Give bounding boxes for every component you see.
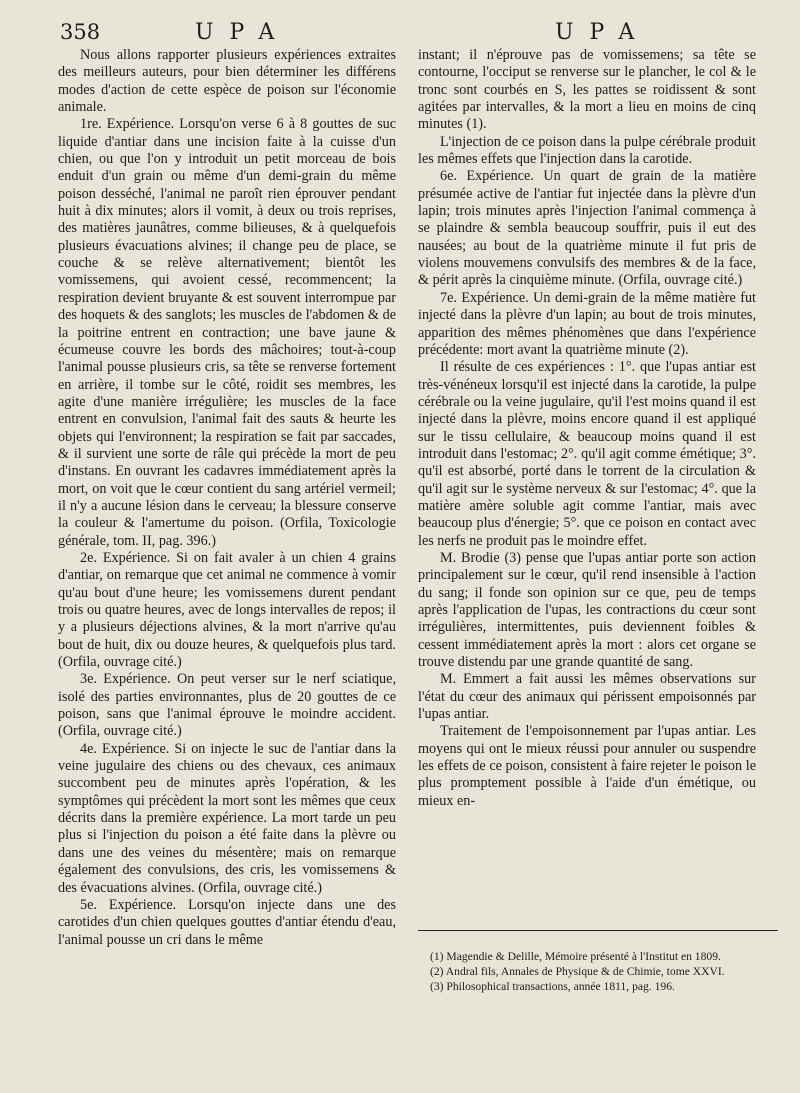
paragraph-brodie: M. Brodie (3) pense que l'upas antiar porte son action principalement sur le cœur, qu'il rend insensible à l'action du sang; il fonde son opinion sur ce que, peu de temps après l'application de l'upas, les contractions du cœur sont irrégulières, intermittentes, puis deviennent foibles & cessent immédiatement après la mort : alors cet organe se trouve distendu par une grande quantité de sang. xyxy=(418,549,756,671)
running-head-right: UPA xyxy=(555,20,651,45)
paragraph-intro: Nous allons rapporter plusieurs expériences extraites des meilleurs auteurs, pour bien déterminer les différens modes d'action de cette espèce de poison sur l'économie animale. xyxy=(58,47,396,116)
paragraph-experience-7: 7e. Expérience. Un demi-grain de la même matière fut injecté dans la plèvre d'un lapin; au bout de trois minutes, apparition des mêmes phénomènes que dans l'expérience précédente: mort avant la quatrième minute (2). xyxy=(418,289,756,358)
paragraph-experience-5-continued: instant; il n'éprouve pas de vomissemens; sa tête se contourne, l'occiput se renverse sur le plancher, le col & le tronc sont courbés en S, les pattes se roidissent & sont agitées par intervalles, & la mort a lieu en moins de cinq minutes (1). xyxy=(418,47,756,133)
running-head-left: UPA xyxy=(195,20,291,45)
paragraph-treatment: Traitement de l'empoisonnement par l'upas antiar. Les moyens qui ont le mieux réussi pour annuler ou suspendre les effets de ce poison, consistent à faire rejeter le poison le plus promptement possible à l'aide d'un émétique, ou mieux en- xyxy=(418,723,756,809)
paragraph-emmert: M. Emmert a fait aussi les mêmes observations sur l'état du cœur des animaux qui périssent empoisonnés par l'upas antiar. xyxy=(418,671,756,723)
footnote-1: (1) Magendie & Delille, Mémoire présenté à l'Institut en 1809. xyxy=(430,950,721,963)
paragraph-experience-1: 1re. Expérience. Lorsqu'on verse 6 à 8 gouttes de suc liquide d'antiar dans une incision faite à la cuisse d'un chien, ou que l'on y introduit un petit morceau de bois enduit d'un grain ou même d'un demi-grain du même poison desséché, l'animal ne paroît rien éprouver pendant huit à dix minutes; alors il vomit, à deux ou trois reprises, des matières jaunâtres, comme bilieuses, & à quelquefois plusieurs évacuations alvines; il change peu de place, se couche & se relève alternativement; bientôt les vomissemens, qui avoient cessé, recommencent; la respiration devient bruyante & est souvent interrompue par des hoquets & des sanglots; les muscles de l'abdomen & de la poitrine entrent en contraction; une bave jaune & écumeuse couvre les bords des mâchoires; tout-à-coup l'animal pousse plusieurs cris, sa tête se renverse fortement en arrière, il tombe sur le côté, roidit ses membres, les agite d'une manière irrégulière; les muscles de la face entrent en convulsion, l'animal fait des sauts & heurte les objets qui l'environnent; la respiration se fait par saccades, & il survient une sorte de râle qui précède la mort de peu d'instans. En ouvrant les cadavres immédiatement après la mort, on voit que le cœur contient du sang artériel vermeil; il n'y a aucune lésion dans le cerveau; la blessure conserve la couleur & l'amertume du poison. (Orfila, Toxicologie générale, tom. II, pag. 396.) xyxy=(58,116,396,549)
footnote-2: (2) Andral fils, Annales de Physique & de Chimie, tome XXVI. xyxy=(430,965,725,979)
paragraph-cerebral-injection: L'injection de ce poison dans la pulpe cérébrale produit les mêmes effets que l'injection dans la carotide. xyxy=(418,133,756,168)
paragraph-experience-2: 2e. Expérience. Si on fait avaler à un chien 4 grains d'antiar, on remarque que cet animal ne commence à vomir qu'au bout d'une heure; les vomissemens durent pendant trois ou quatre heures, avec de longs intervalles de repos; il y a plusieurs déjections alvines, & la mort n'arrive qu'au bout de huit, dix ou douze heures, & quelquefois plus tard. (Orfila, ouvrage cité.) xyxy=(58,549,396,671)
footnote-3: (3) Philosophical transactions, année 1811, pag. 196. xyxy=(430,980,675,994)
paragraph-experience-5: 5e. Expérience. Lorsqu'on injecte dans une des carotides d'un chien quelques gouttes d'antiar étendu d'eau, l'animal pousse un cri dans le même xyxy=(58,896,396,948)
paragraph-conclusions: Il résulte de ces expériences : 1°. que l'upas antiar est très-vénéneux lorsqu'il est injecté dans la carotide, la pulpe cérébrale ou la veine jugulaire, qu'il l'est moins quand il est injecté dans la plèvre, moins encore quand il est appliqué sur le tissu cellulaire, & beaucoup moins quand il est introduit dans l'estomac; 2°. qu'il agit comme émétique; 3°. qu'il est absorbé, porté dans le torrent de la circulation & qu'il agit sur le système nerveux & sur l'estomac; 4°. que la matière amère soluble agit comme l'antiar, mais avec beaucoup plus d'énergie; 5°. que ce poison en contact avec les nerfs ne produit pas le moindre effet. xyxy=(418,359,756,549)
footnote-rule xyxy=(418,930,778,931)
right-column xyxy=(418,47,756,917)
paragraph-experience-4: 4e. Expérience. Si on injecte le suc de l'antiar dans la veine jugulaire des chiens ou des chevaux, ces animaux succombent peu de minutes après l'opération, & les symptômes qui précèdent la mort sont les mêmes que ceux décrits dans la première expérience. La mort tarde un peu plus si l'injection du poison a été faite dans la plèvre ou dans une des veines du mésentère; mais on remarque également des convulsions, des cris, les vomissemens & des évacuations alvines. (Orfila, ouvrage cité.) xyxy=(58,740,396,896)
left-column xyxy=(58,47,396,949)
paragraph-experience-6: 6e. Expérience. Un quart de grain de la matière présumée active de l'antiar fut injectée dans la plèvre d'un lapin; trois minutes après l'injection l'animal commença à se plaindre & sembla beaucoup souffrir, puis il eut des nausées; au bout de la quatrième minute il fut pris de violens mouvemens convulsifs des membres & de la face, & périt après la cinquième minute. (Orfila, ouvrage cité.) xyxy=(418,168,756,289)
page-number: 358 xyxy=(60,20,101,44)
footnotes xyxy=(418,950,778,996)
paragraph-experience-3: 3e. Expérience. On peut verser sur le nerf sciatique, isolé des parties environnantes, plus de 20 gouttes de ce poison, sans que l'animal éprouve le moindre accident. (Orfila, ouvrage cité.) xyxy=(58,671,396,740)
